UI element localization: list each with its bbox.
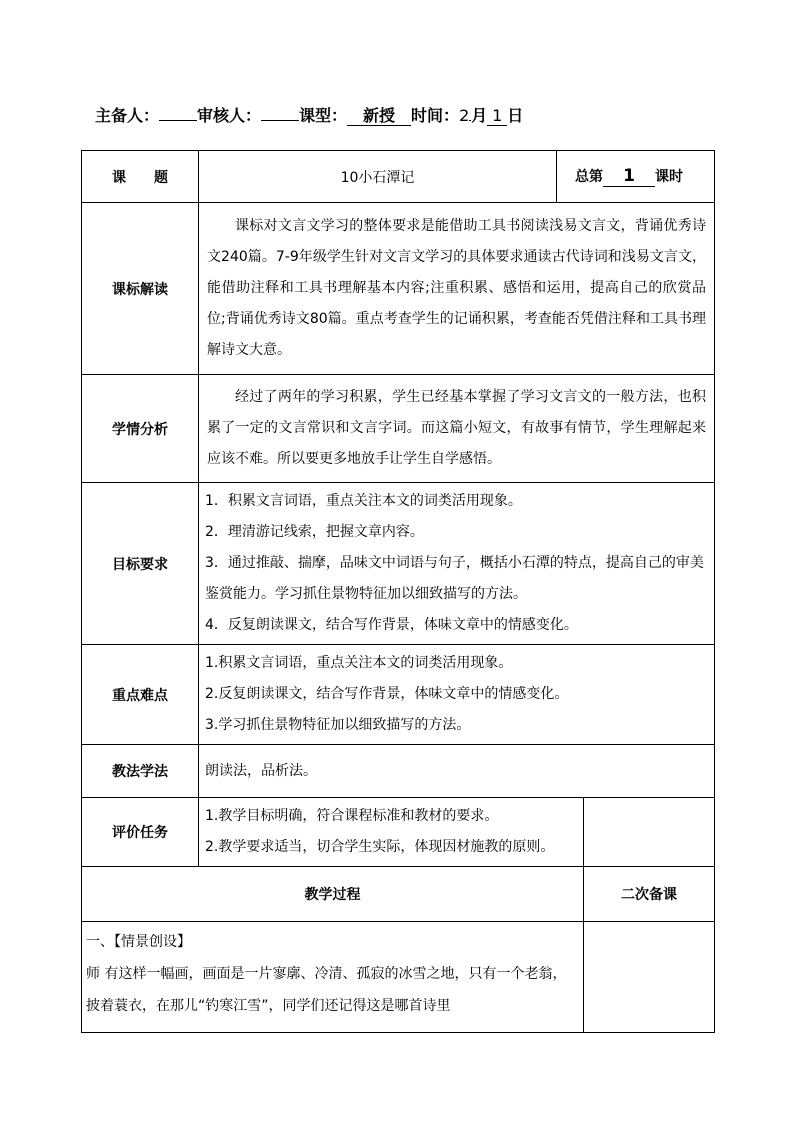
topic-label: 课 题 — [82, 151, 199, 203]
method-row — [82, 745, 715, 798]
topic-row — [82, 151, 715, 203]
goals-list — [199, 483, 715, 645]
key-points-row — [82, 645, 715, 745]
curriculum-row — [82, 203, 715, 375]
header-line — [95, 104, 523, 128]
process-section-heading: 一、【情景创设】 — [86, 934, 191, 950]
goal-item: 1．积累文言词语，重点关注本文的词类活用现象。 — [205, 493, 522, 509]
topic-value: 10小石潭记 — [199, 151, 557, 203]
student-analysis-label: 学情分析 — [82, 375, 199, 483]
reviewer-label: 审核人： — [197, 106, 262, 125]
process-content — [82, 922, 584, 1033]
curriculum-text: 课标对文言文学习的整体要求是能借助工具书阅读浅易文言文，背诵优秀诗文240篇。7-9年级学生针对文言文学习的具体要求通读古代诗词和浅易文言文，能借助注释和工具书理解基本内容;注重积累、感悟和运用，提高自己的欣赏品位;背诵优秀诗文80篇。重点考查学生的记诵积累，考查能否凭借注释和工具书理解诗文大意。 — [199, 203, 715, 375]
goal-item: 3．通过推敲、揣摩，品味文中词语与句子，概括小石潭的特点，提高自己的审美鉴赏能力。学习抓住景物特征加以细致描写的方法。 — [205, 555, 704, 602]
lesson-plan-table — [81, 150, 715, 1033]
total-prefix: 总第 — [575, 169, 603, 185]
evaluation-label: 评价任务 — [82, 798, 199, 867]
time-month: 2 — [459, 106, 470, 125]
type-value: 新授 — [347, 107, 411, 126]
key-points-list — [199, 645, 715, 745]
goals-row — [82, 483, 715, 645]
goals-label: 目标要求 — [82, 483, 199, 645]
evaluation-list — [199, 798, 584, 867]
method-value — [199, 745, 715, 798]
curriculum-label: 课标解读 — [82, 203, 199, 375]
total-suffix: 课时 — [655, 169, 683, 185]
preparer-label: 主备人： — [95, 106, 160, 125]
goal-item: 2．理清游记线索，把握文章内容。 — [205, 524, 424, 540]
process-body-row — [82, 922, 715, 1033]
evaluation-row — [82, 798, 715, 867]
time-label: 时间： — [411, 106, 460, 125]
month-unit: 月 — [471, 106, 488, 125]
reviewer-blank — [261, 120, 299, 121]
type-label: 课型： — [299, 106, 348, 125]
preparer-blank — [159, 120, 197, 121]
student-analysis-row — [82, 375, 715, 483]
evaluation-empty-cell — [584, 798, 715, 867]
process-label: 教学过程 — [82, 867, 584, 922]
key-point-item: 1.积累文言词语，重点关注本文的词类活用现象。 — [205, 655, 513, 671]
evaluation-item: 1.教学目标明确，符合课程标准和教材的要求。 — [205, 808, 499, 824]
student-analysis-text: 经过了两年的学习积累，学生已经基本掌握了学习文言文的一般方法，也积累了一定的文言常识和文言字词。而这篇小短文，有故事有情节，学生理解起来应该不难。所以要更多地放手让学生自学感悟。 — [199, 375, 715, 483]
key-points-label: 重点难点 — [82, 645, 199, 745]
key-point-item: 2.反复朗读课文，结合写作背景，体味文章中的情感变化。 — [205, 686, 569, 702]
time-day: 1 — [487, 107, 507, 126]
total-lesson — [557, 151, 715, 203]
second-prep-cell — [584, 922, 715, 1033]
total-value: 1 — [603, 166, 655, 187]
goal-item: 4．反复朗读课文，结合写作背景，体味文章中的情感变化。 — [205, 617, 578, 633]
process-header-row — [82, 867, 715, 922]
process-paragraph: 师 有这样一幅画，画面是一片寥廓、冷清、孤寂的冰雪之地，只有一个老翁，披着蓑衣，在那儿“钓寒江雪”，同学们还记得这是哪首诗里 — [86, 966, 567, 1014]
method-text: 朗读法，品析法。 — [205, 762, 317, 779]
method-label: 教法学法 — [82, 745, 199, 798]
key-point-item: 3.学习抓住景物特征加以细致描写的方法。 — [205, 717, 471, 733]
evaluation-item: 2.教学要求适当，切合学生实际，体现因材施教的原则。 — [205, 839, 555, 855]
day-unit: 日 — [507, 106, 524, 125]
second-prep-label: 二次备课 — [584, 867, 715, 922]
